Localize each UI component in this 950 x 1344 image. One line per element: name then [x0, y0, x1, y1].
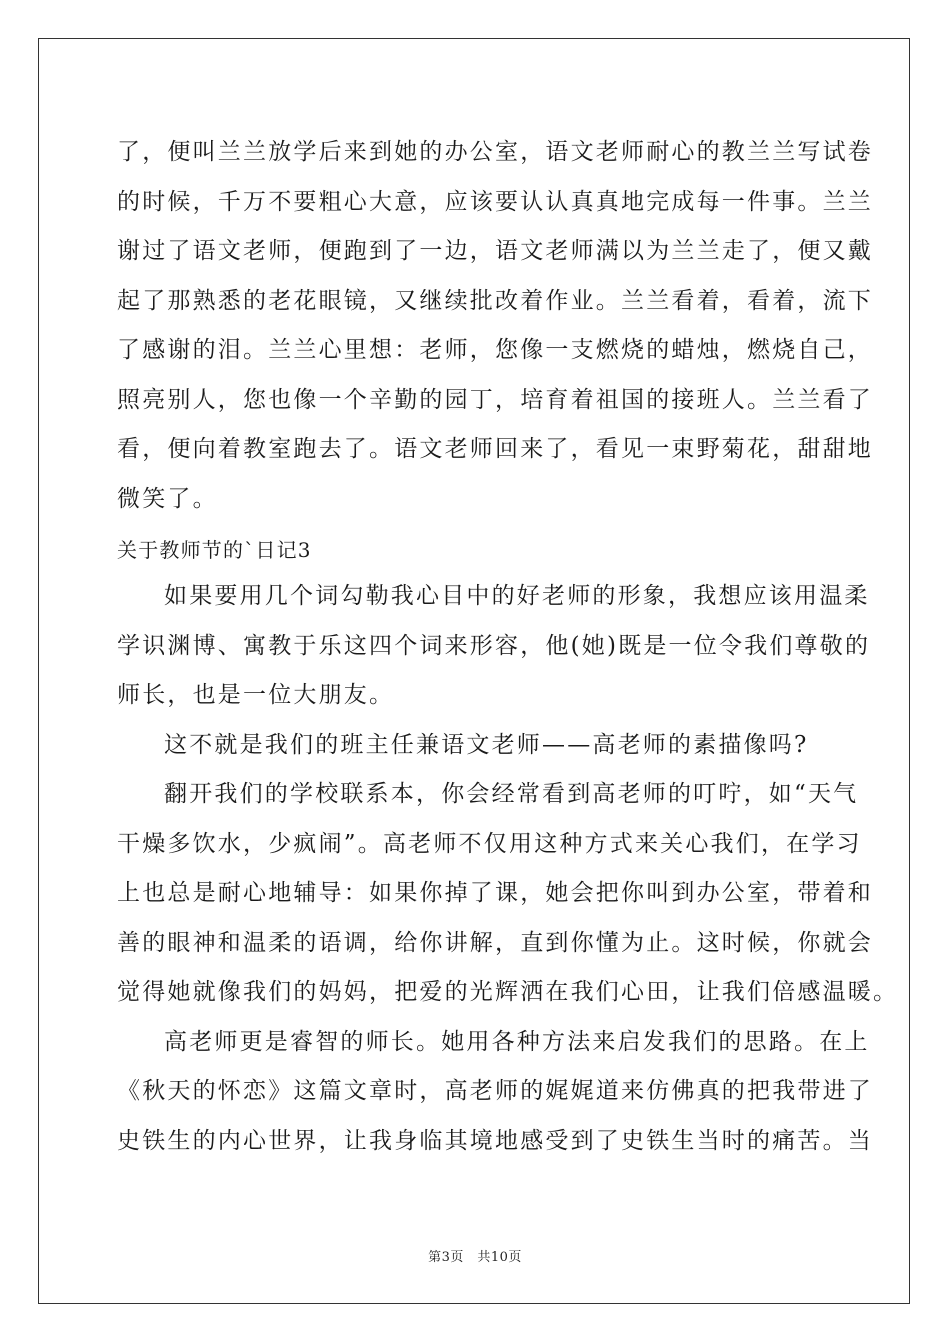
text-line: 了，便叫兰兰放学后来到她的办公室，语文老师耐心的教兰兰写试卷 [117, 139, 873, 165]
paragraph-wisdom [117, 1018, 873, 1167]
text-line: 史铁生的内心世界，让我身临其境地感受到了史铁生当时的痛苦。当 [117, 1127, 873, 1154]
text-line: 干燥多饮水，少疯闹”。高老师不仅用这种方式来关心我们，在学习 [117, 830, 862, 857]
page-number-footer: 第3页 共10页 [428, 1250, 522, 1265]
paragraph-continued [117, 128, 873, 524]
section-heading: 关于教师节的`日记3 [117, 538, 312, 562]
text-line: 看，便向着教室跑去了。语文老师回来了，看见一束野菊花，甜甜地 [117, 436, 873, 462]
text-line: 高老师更是睿智的师长。她用各种方法来启发我们的思路。在上 [164, 1028, 870, 1055]
text-line: 师长，也是一位大朋友。 [117, 682, 395, 708]
text-line: 善的眼神和温柔的语调，给你讲解，直到你懂为止。这时候，你就会 [117, 929, 873, 956]
text-line: 上也总是耐心地辅导：如果你掉了课，她会把你叫到办公室，带着和 [117, 880, 873, 906]
text-line: 如果要用几个词勾勒我心目中的好老师的形象，我想应该用温柔 [164, 583, 870, 609]
text-line: 《秋天的怀恋》这篇文章时，高老师的娓娓道来仿佛真的把我带进了 [117, 1078, 873, 1104]
text-line: 起了那熟悉的老花眼镜，又继续批改着作业。兰兰看着，看着，流下 [117, 287, 873, 314]
text-line: 了感谢的泪。兰兰心里想：老师，您像一支燃烧的蜡烛，燃烧自己， [117, 337, 873, 363]
document-body [117, 128, 899, 1166]
text-line: 学识渊博、寓教于乐这四个词来形容，他(她)既是一位令我们尊敬的 [117, 632, 871, 659]
text-line: 的时候，千万不要粗心大意，应该要认认真真地完成每一件事。兰兰 [117, 188, 873, 215]
text-line: 照亮别人，您也像一个辛勤的园丁，培育着祖国的接班人。兰兰看了 [117, 386, 873, 413]
paragraph-care [117, 770, 899, 1018]
text-line: 谢过了语文老师，便跑到了一边，语文老师满以为兰兰走了，便又戴 [117, 238, 873, 264]
text-line: 微笑了。 [117, 485, 218, 512]
text-line: 觉得她就像我们的妈妈，把爱的光辉洒在我们心田，让我们倍感温暖。 [117, 979, 899, 1005]
paragraph-intro [117, 572, 871, 721]
text-line: 翻开我们的学校联系本，你会经常看到高老师的叮咛，如“天气 [164, 781, 859, 807]
paragraph-question [117, 721, 837, 771]
text-line: 这不就是我们的班主任兼语文老师——高老师的素描像吗? [164, 731, 809, 758]
